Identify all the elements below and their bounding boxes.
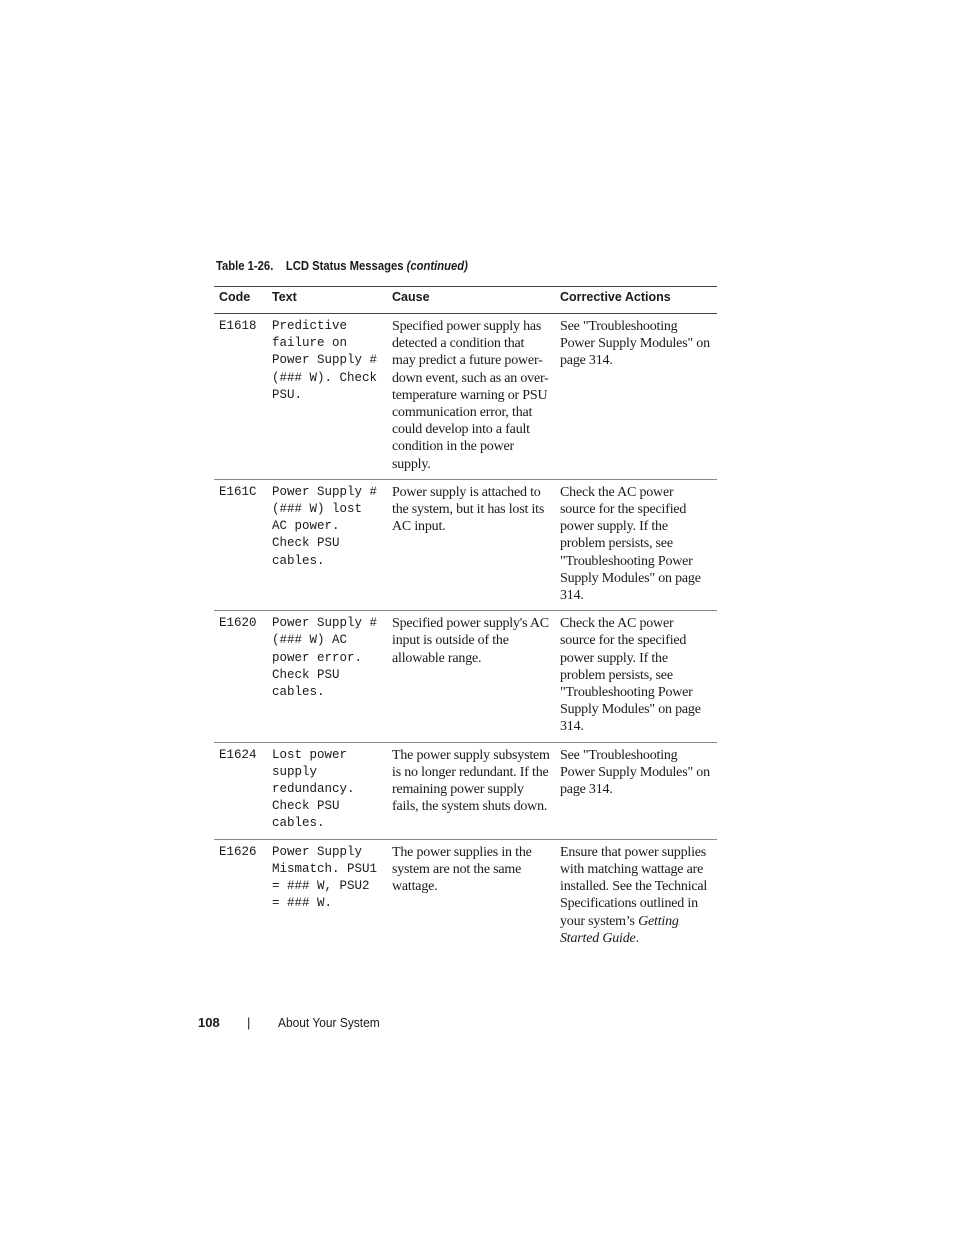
corrective-action-cell: See "Troubleshooting Power Supply Modules" on page 314. [555,314,717,480]
corrective-action-cell: See "Troubleshooting Power Supply Modules" on page 314. [555,742,717,839]
page-number: 108 [198,1015,220,1030]
table-caption [216,259,468,273]
code-cell: E1618 [214,314,267,480]
code-cell: E1624 [214,742,267,839]
corrective-action-cell: Check the AC power source for the specified power supply. If the problem persists, see "Troubleshooting Power Supply Modules" on page 314. [555,611,717,742]
code-cell: E161C [214,479,267,610]
table-title: LCD Status Messages [285,259,404,273]
code-cell: E1626 [219,844,257,859]
cause-cell: Power supply is attached to the system, but it has lost its AC input. [387,479,555,610]
section-title: About Your System [278,1015,380,1030]
column-header-cause: Cause [387,287,555,314]
message-text-cell: Power Supply # (### W) AC power error. Check PSU cables. [267,611,387,742]
table-row [214,742,717,839]
cause-cell: The power supply subsystem is no longer redundant. If the remaining power supply fails, the system shuts down. [387,742,555,839]
message-text-cell: Predictive failure on Power Supply # (### W). Check PSU. [267,314,387,480]
corrective-action-cell [555,839,717,953]
table-row [214,611,717,742]
table-continued-label: (continued) [406,259,468,273]
code-cell: E1620 [214,611,267,742]
corrective-action-end: . [635,930,639,946]
footer-separator: | [247,1015,251,1030]
cause-cell: Specified power supply's AC input is outside of the allowable range. [387,611,555,742]
table-row [214,839,717,953]
column-header-corrective-actions: Corrective Actions [555,287,717,314]
page-footer [198,1015,380,1030]
lcd-status-table [214,286,717,953]
cause-cell: The power supplies in the system are not the same wattage. [392,844,532,895]
cause-cell: Specified power supply has detected a condition that may predict a future power-down event, such as an over-temperature warning or PSU communication error, that could develop into a fault condition in the power supply. [387,314,555,480]
column-header-code: Code [214,287,267,314]
table-number: Table 1-26. [216,259,274,273]
table-row [214,479,717,610]
corrective-action-cell: Check the AC power source for the specified power supply. If the problem persists, see "Troubleshooting Power Supply Modules" on page 314. [555,479,717,610]
table-row [214,314,717,480]
guide-title: Getting Started Guide [560,913,679,946]
message-text-cell: Power Supply Mismatch. PSU1 = ### W, PSU2 = ### W. [272,844,385,911]
table-header-row [214,287,717,314]
message-text-cell: Power Supply # (### W) lost AC power. Check PSU cables. [267,479,387,610]
column-header-text: Text [267,287,387,314]
message-text-cell: Lost power supply redundancy. Check PSU cables. [267,742,387,839]
corrective-action-text: Ensure that power supplies with matching wattage are installed. See the Technical Specifications outlined in your system’s [560,844,708,929]
